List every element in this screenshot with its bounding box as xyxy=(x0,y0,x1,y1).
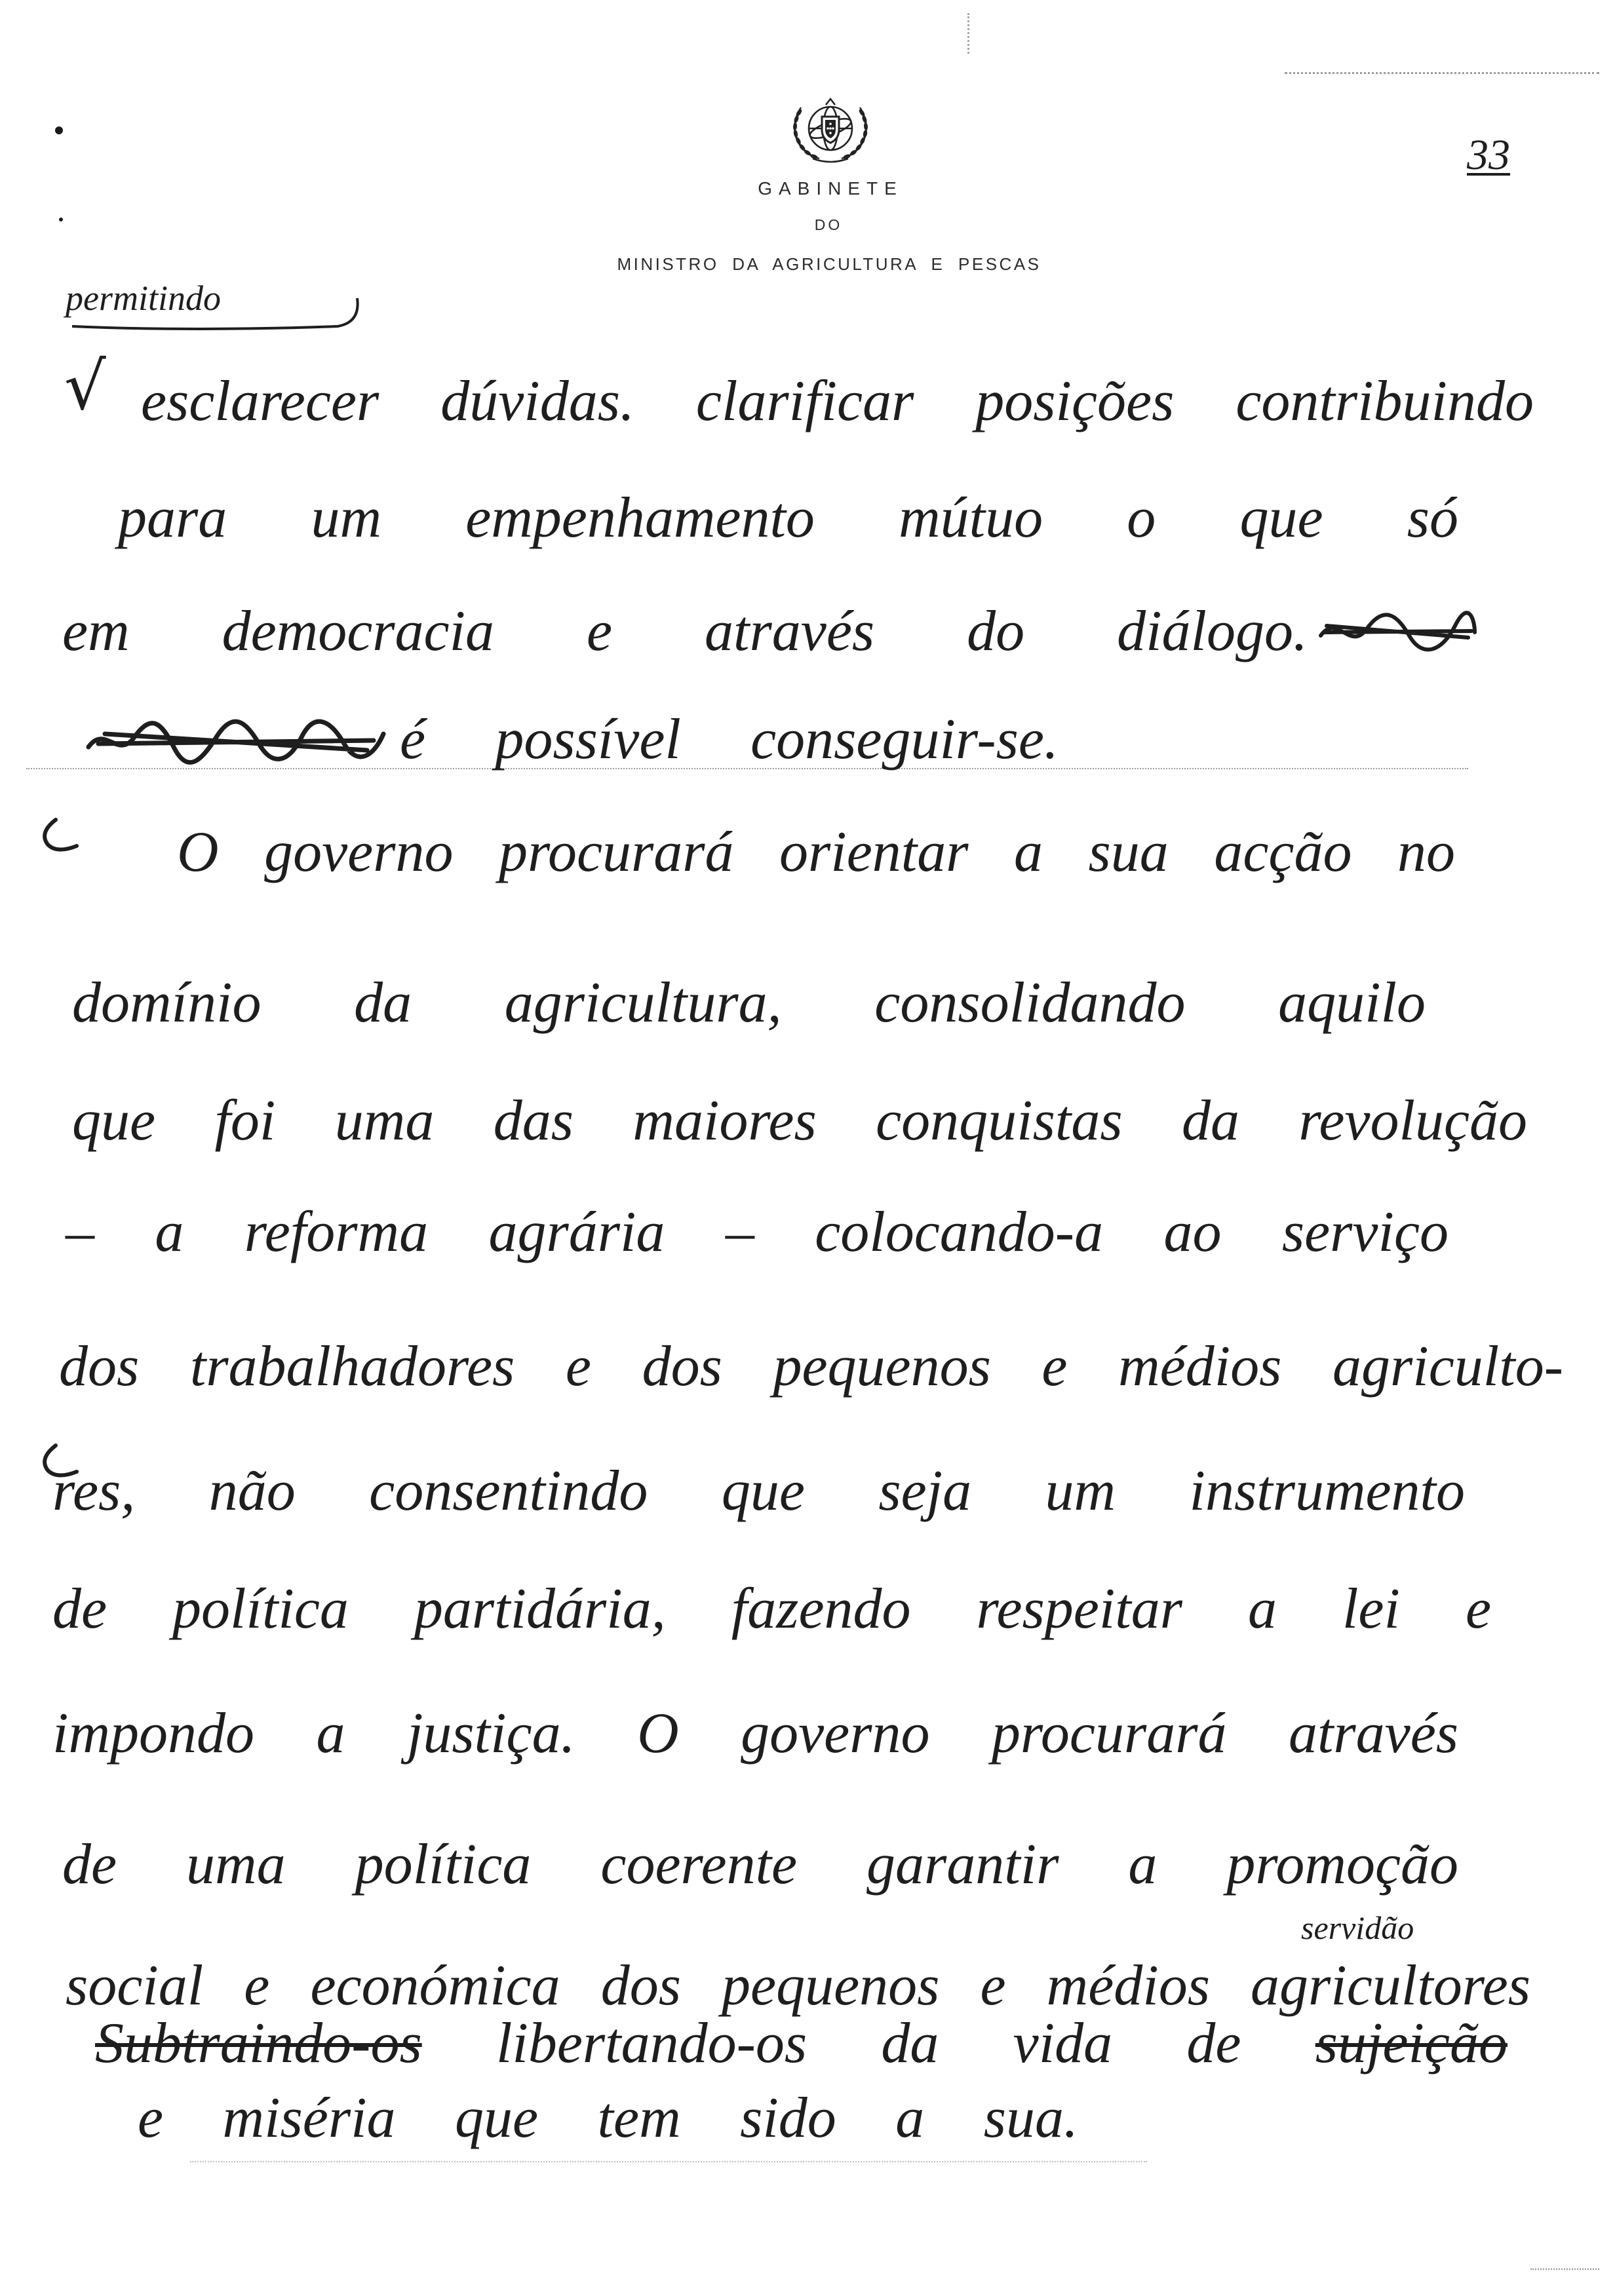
manuscript-line-text: impondo a justiça. O governo procurará através xyxy=(52,1702,1458,1765)
manuscript-line-text: e miséria que tem sido a sua. xyxy=(138,2086,1078,2150)
manuscript-line-text: res, não consentindo que seja um instrumento xyxy=(52,1459,1465,1523)
manuscript-segment: libertando-os da vida de xyxy=(496,2012,1241,2075)
manuscript-line xyxy=(141,370,1534,433)
manuscript-line-text: dos trabalhadores e dos pequenos e médios agriculto- xyxy=(59,1335,1563,1398)
manuscript-line xyxy=(52,1577,1491,1641)
manuscript-line-text: de uma política coerente garantir a promoção xyxy=(62,1833,1458,1896)
manuscript-line-text: social e económica dos pequenos e médios agricultores xyxy=(66,1954,1530,2018)
manuscript-line-text: é possível conseguir-se. xyxy=(400,708,1059,771)
manuscript-line-text: para um empenhamento mútuo o que só xyxy=(118,486,1458,550)
manuscript-line xyxy=(52,1702,1458,1765)
manuscript-line-text: – a reforma agrária – colocando-a ao serviço xyxy=(66,1200,1449,1264)
letterhead-ministry: MINISTRO DA AGRICULTURA E PESCAS xyxy=(617,254,1041,274)
manuscript-line xyxy=(66,1954,1530,2018)
inserted-word: permitindo xyxy=(66,278,221,318)
manuscript-line xyxy=(138,2086,1078,2150)
manuscript-line xyxy=(66,1200,1449,1264)
manuscript-line-text: esclarecer dúvidas. clarificar posições contribuindo xyxy=(141,370,1534,433)
manuscript-line xyxy=(62,600,1308,663)
coat-of-arms-icon xyxy=(781,90,880,166)
margin-bracket-mark xyxy=(36,816,82,855)
manuscript-line xyxy=(72,971,1426,1035)
manuscript-line-text xyxy=(95,2012,1508,2075)
manuscript-line xyxy=(177,820,1455,884)
manuscript-line-text: que foi uma das maiores conquistas da revolução xyxy=(72,1089,1527,1153)
struck-out-word: sujeição xyxy=(1315,2012,1508,2075)
manuscript-line xyxy=(95,2012,1508,2075)
letterhead xyxy=(0,0,1615,288)
insertion-underline xyxy=(62,288,370,337)
manuscript-line xyxy=(118,486,1458,550)
manuscript-line-text: em democracia e através do diálogo. xyxy=(62,600,1308,663)
page-number: 33 xyxy=(1467,131,1510,179)
struck-out-scribble xyxy=(1317,606,1478,655)
struck-out-word: Subtraindo-os xyxy=(95,2012,422,2075)
scan-artifact-dots xyxy=(1530,2268,1599,2270)
letterhead-connector: DO xyxy=(814,216,843,233)
manuscript-line xyxy=(52,1459,1465,1523)
manuscript-line xyxy=(72,1089,1527,1153)
inserted-correction: servidão xyxy=(1301,1909,1414,1946)
struck-out-scribble xyxy=(85,711,387,767)
manuscript-line xyxy=(62,1833,1458,1896)
manuscript-line xyxy=(59,1335,1563,1398)
manuscript-line-text: domínio da agricultura, consolidando aquilo xyxy=(72,971,1426,1035)
manuscript-line-text: de política partidária, fazendo respeitar a lei e xyxy=(52,1577,1491,1641)
insertion-caret-mark: √ xyxy=(64,348,106,425)
letterhead-office: GABINETE xyxy=(758,178,903,199)
scan-artifact-dots xyxy=(190,2161,1147,2162)
manuscript-line xyxy=(400,708,1059,771)
manuscript-line-text: O governo procurará orientar a sua acção no xyxy=(177,820,1455,884)
